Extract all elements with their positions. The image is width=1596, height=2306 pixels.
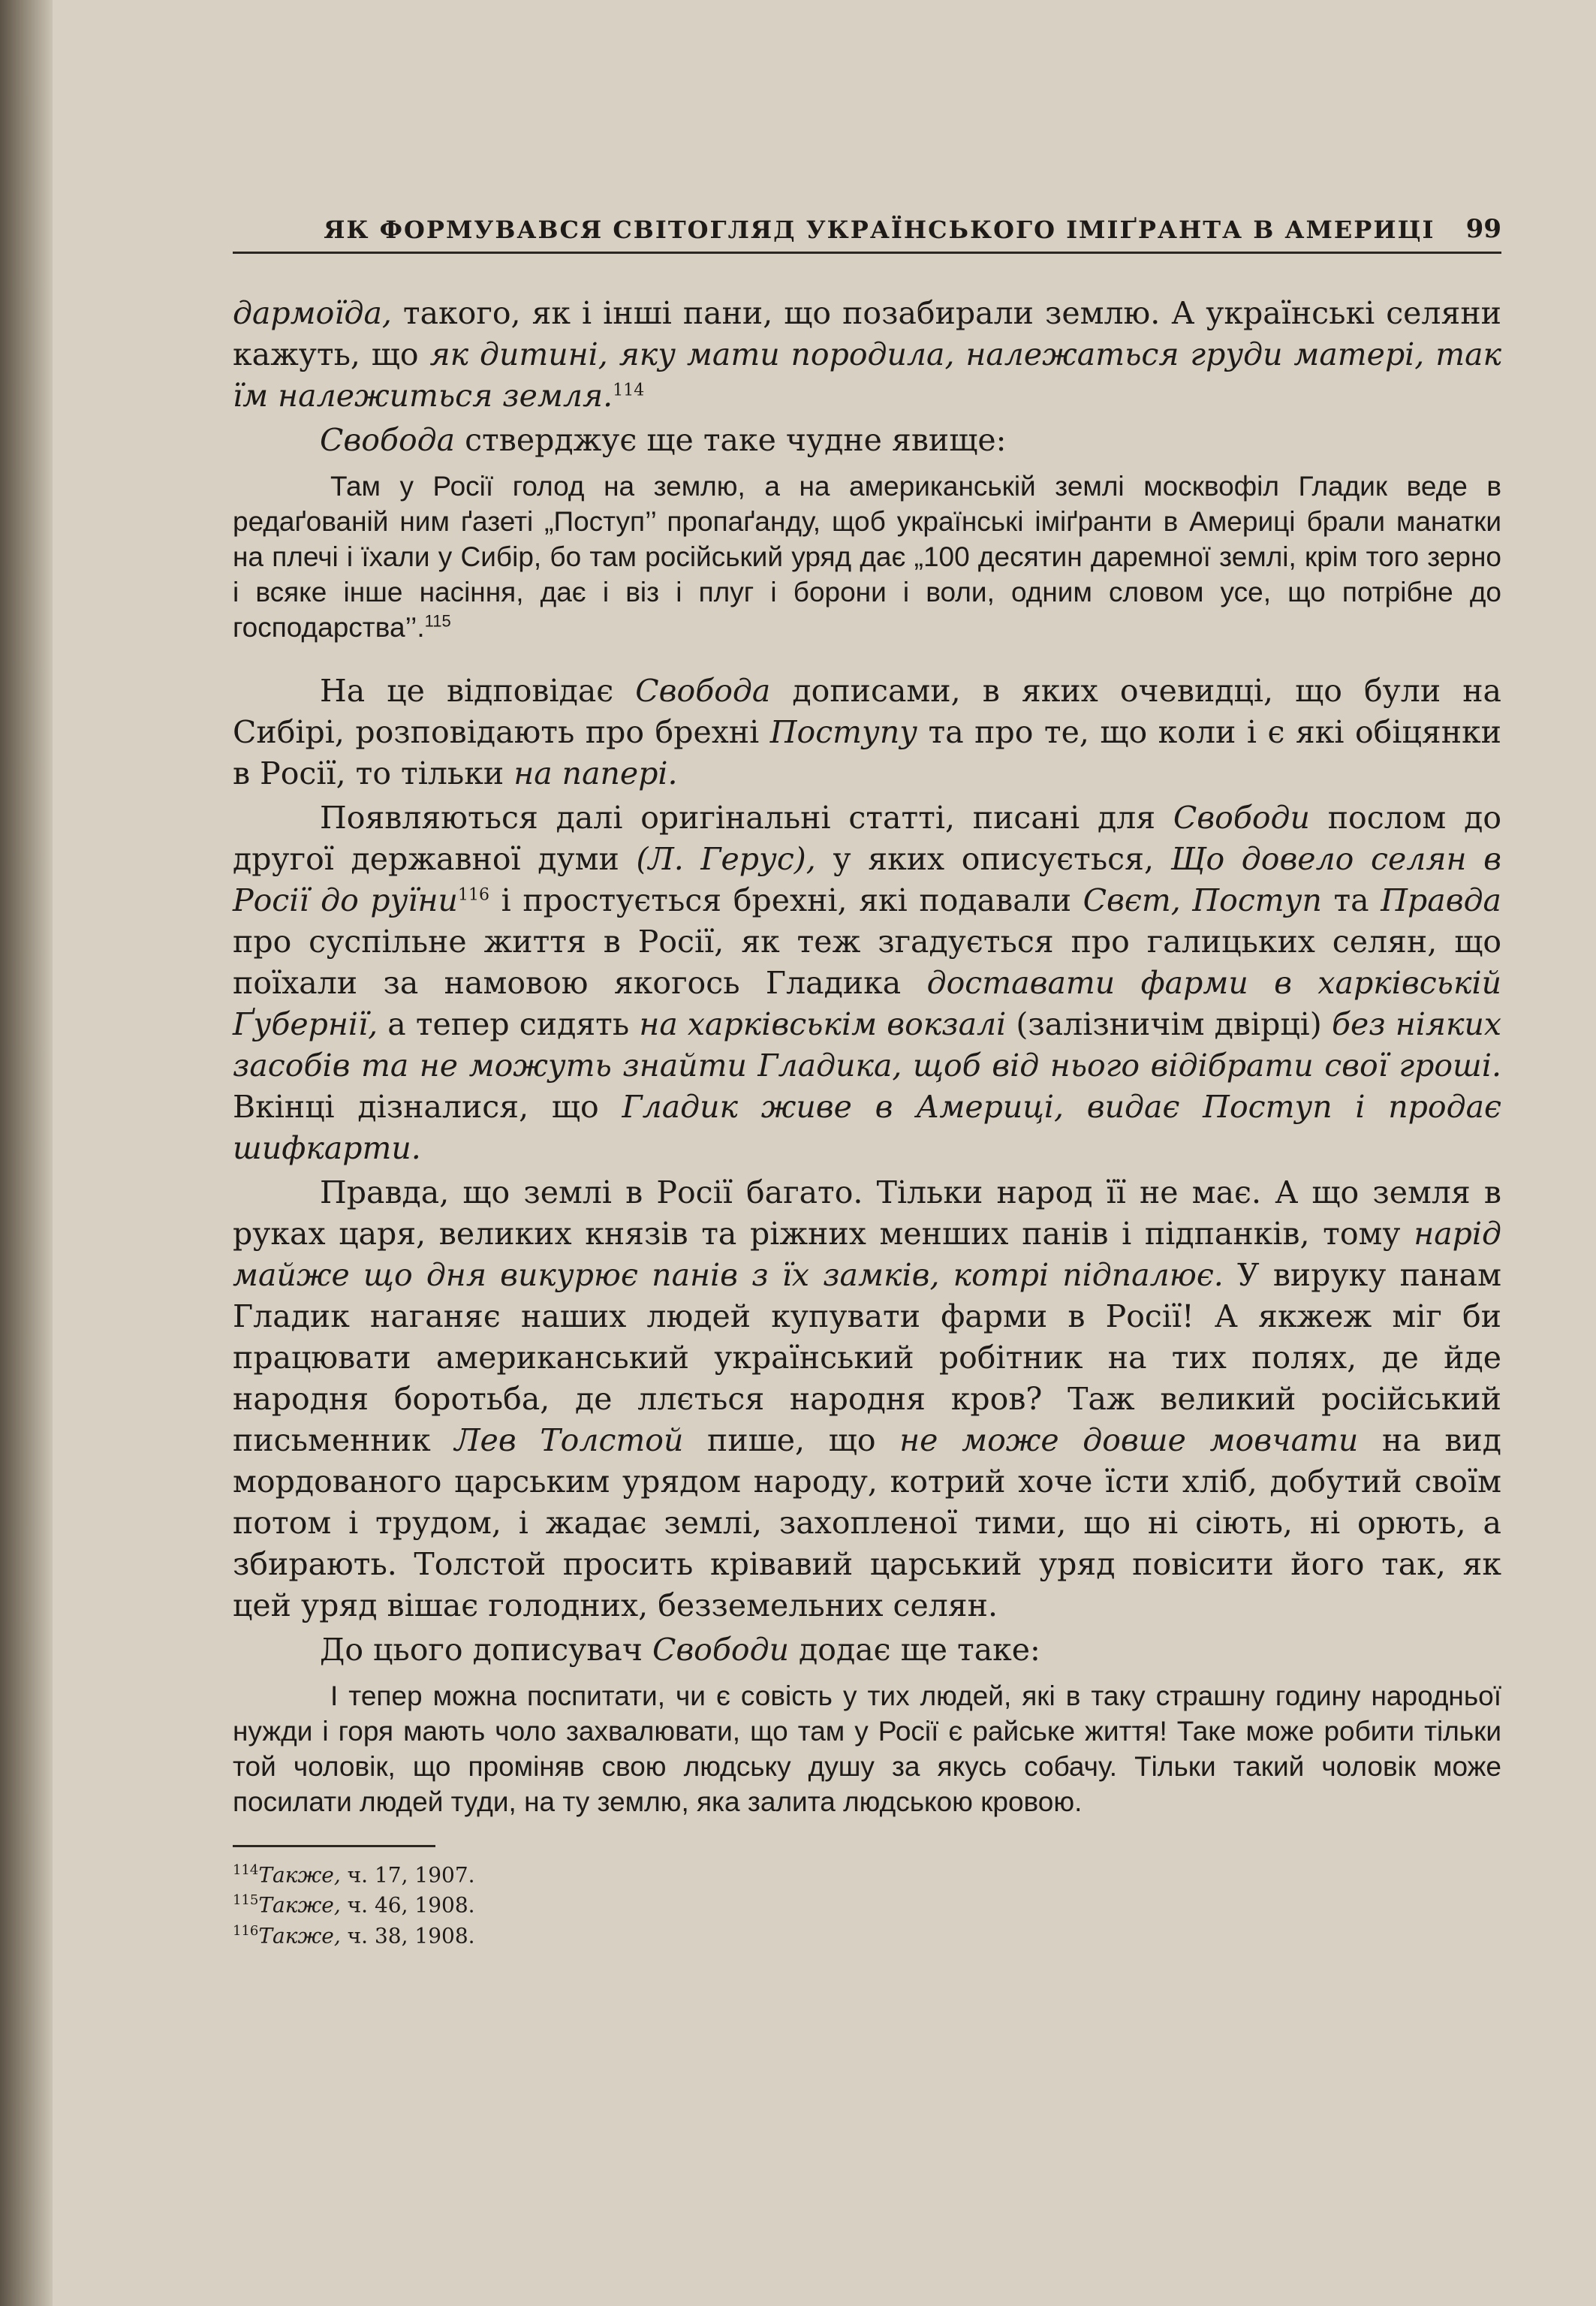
italic-phrase: (Л. Герус), xyxy=(636,841,816,877)
footnote-number: 114 xyxy=(233,1862,259,1878)
italic-phrase: як дитині, яку мати породила, належаться груди матері, так їм належиться земля. xyxy=(233,336,1501,414)
text-run: На це відповідає xyxy=(320,673,636,709)
text-run: такого, як і інші пани, що позабирали землю. А українські селяни кажуть, що xyxy=(233,295,1501,372)
footnote-ref-114: 114 xyxy=(613,381,645,400)
text-run: До цього дописувач xyxy=(320,1632,652,1668)
italic-phrase: Свободи xyxy=(1173,800,1310,836)
footnote-source: Также, xyxy=(258,1922,341,1948)
footnote-reference: ч. 17, 1907. xyxy=(340,1862,475,1888)
block-quote-2 xyxy=(233,1678,1501,1819)
paragraph-5 xyxy=(233,1172,1501,1626)
paragraph-3 xyxy=(233,671,1501,794)
footnote-number: 115 xyxy=(233,1892,259,1909)
italic-phrase: Свобода xyxy=(635,673,771,709)
text-run: (залізничім двірці) xyxy=(1006,1006,1332,1042)
italic-phrase: дармоїда, xyxy=(233,295,392,331)
text-run: а тепер сидять xyxy=(378,1006,640,1042)
text-run: про суспільне життя в Росії, як теж згадується про галицьких селян, що поїхали за намовою якогось Гладика xyxy=(233,924,1501,1001)
text-run: Там у Росії голод на землю, а на американській землі москвофіл Гладик веде в редаґованій ним ґазеті „Поступ’’ пропаґанду, щоб українські іміґранти в Америці брали манатки на плечі і їхали у Сибір, бо там російський уряд дає „100 десятин даремної землі, крім того зерно і всяке інше насіння, дає і віз і плуг і борони і воли, одним словом усе, що потрібне до господарства’’. xyxy=(233,471,1501,643)
footnote-reference: ч. 46, 1908. xyxy=(340,1892,475,1918)
footnote-ref-115: 115 xyxy=(424,611,451,631)
text-run: Вкінці дізналися, що xyxy=(233,1089,622,1125)
text-run: та xyxy=(1321,882,1381,918)
text-run: та про те, що коли і є які обіцянки в Росії, то тільки xyxy=(233,714,1501,791)
paragraph-6 xyxy=(233,1629,1501,1671)
footnotes xyxy=(233,1845,475,1949)
italic-phrase: без ніяких засобів та не можуть знайти Гладика, щоб від нього відібрати свої гроші. xyxy=(233,1006,1502,1084)
paragraph-2 xyxy=(233,420,1501,461)
footnote-115 xyxy=(233,1888,475,1918)
italic-phrase: не може довше мовчати xyxy=(899,1422,1359,1458)
footnote-number: 116 xyxy=(233,1922,259,1939)
running-head xyxy=(233,214,1501,254)
block-quote-1 xyxy=(233,469,1501,645)
italic-phrase: Лев Толстой xyxy=(454,1422,684,1458)
text-run: пише, що xyxy=(683,1422,900,1458)
italic-phrase: Що довело селян в Росії до руїни xyxy=(233,841,1501,918)
footnote-source: Также, xyxy=(258,1892,341,1918)
footnote-source: Также, xyxy=(258,1862,341,1888)
italic-phrase: Свобода xyxy=(320,422,456,458)
italic-phrase: доставати фарми в харківській Ґубернії, xyxy=(233,965,1501,1042)
running-title: ЯК ФОРМУВАВСЯ СВІТОГЛЯД УКРАЇНСЬКОГО ІМІҐРАНТА В АМЕРИЦІ xyxy=(324,216,1435,244)
italic-phrase: Свободи xyxy=(652,1632,789,1668)
footnote-114 xyxy=(233,1858,475,1888)
italic-phrase: на харківськім вокзалі xyxy=(639,1006,1007,1042)
page-content xyxy=(233,214,1501,1949)
text-run: Появляються далі оригінальні статті, писані для xyxy=(320,800,1173,836)
text-run: І тепер можна поспитати, чи є совість у тих людей, які в таку страшну годину народньої нужди і горя мають чоло захвалювати, що там у Росії є райське життя! Таке може робити тільки той чоловік, що проміняв свою людську душу за якусь собачу. Тільки такий чоловік може посилати людей туди, на ту землю, яка залита людською кровою. xyxy=(233,1681,1501,1817)
text-run: У вируку панам Гладик наганяє наших людей купувати фарми в Росії! А якжеж міг би працювати американський український робітник на тих полях, де йде народня боротьба, де ллється народня кров? Таж великий російський письменник xyxy=(233,1257,1501,1458)
italic-phrase: Гладик живе в Америці, видає Поступ і продає шифкарти. xyxy=(233,1089,1502,1166)
paragraph-4 xyxy=(233,797,1501,1169)
text-run: Правда, що землі в Росії багато. Тільки народ її не має. А що земля в руках царя, великих князів та ріжних менших панів і підпанків, тому xyxy=(233,1174,1501,1252)
text-run: послом до другої державної думи xyxy=(233,800,1501,877)
paragraph-1 xyxy=(233,293,1501,417)
text-run: дописами, в яких очевидці, що були на Сибірі, розповідають про брехні xyxy=(233,673,1501,750)
text-run: стверджує ще таке чудне явище: xyxy=(455,422,1007,458)
book-page xyxy=(53,0,1596,2306)
footnote-ref-116: 116 xyxy=(457,885,489,905)
italic-phrase: Правда xyxy=(1381,882,1502,918)
footnote-116 xyxy=(233,1919,475,1949)
text-run: і простується брехні, які подавали xyxy=(489,882,1083,918)
book-spine-shadow xyxy=(0,0,53,2306)
italic-phrase: Поступу xyxy=(769,714,918,750)
italic-phrase: Свєт, Поступ xyxy=(1083,882,1322,918)
text-run: додає ще таке: xyxy=(788,1632,1040,1668)
italic-phrase: на папері. xyxy=(513,755,678,791)
footnote-reference: ч. 38, 1908. xyxy=(340,1922,475,1948)
text-run: у яких описується, xyxy=(815,841,1171,877)
text-run: на вид мордованого царським урядом народу, котрий хоче їсти хліб, добутий своїм потом і трудом, і жадає землі, захопленої тими, що ні сіють, ні орють, а збирають. Толстой просить крівавий царський уряд повісити його так, як цей уряд вішає голодних, безземельних селян. xyxy=(233,1422,1502,1623)
page-number: 99 xyxy=(1465,214,1501,244)
italic-phrase: нарід майже що дня викурює панів з їх замків, котрі підпалює. xyxy=(233,1216,1501,1293)
